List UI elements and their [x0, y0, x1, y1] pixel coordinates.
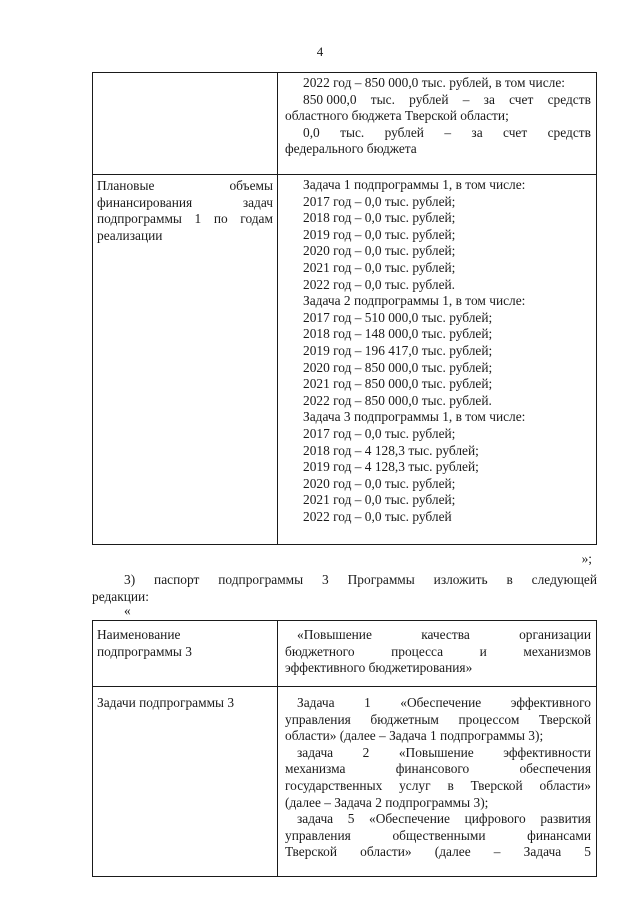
funding-line: 2021 год – 0,0 тыс. рублей; — [303, 259, 456, 275]
funding-line: 2017 год – 0,0 тыс. рублей; — [303, 425, 456, 441]
text-line: (далее – Задача 2 подпрограммы 3); — [285, 794, 489, 810]
funding-line: 2022 год – 0,0 тыс. рублей — [303, 508, 452, 524]
funding-line: 2019 год – 4 128,3 тыс. рублей; — [303, 459, 479, 475]
table-cell — [278, 687, 597, 877]
funding-line: 2020 год – 0,0 тыс. рублей; — [303, 243, 456, 259]
table-cell — [93, 687, 278, 877]
word: Плановые — [97, 178, 155, 193]
word: объемы — [229, 178, 273, 193]
word: области» — [539, 777, 591, 793]
word: – — [462, 91, 470, 107]
table-cell — [93, 175, 278, 545]
word: за — [483, 91, 495, 107]
word: государственных — [285, 777, 383, 793]
funding-line: 2019 год – 0,0 тыс. рублей; — [303, 226, 456, 242]
amendment-paragraph — [92, 571, 597, 605]
text-line: редакции: — [92, 589, 149, 604]
word: 850 000,0 — [303, 91, 357, 107]
word: эффективности — [503, 744, 591, 760]
funding-line: 2017 год – 510 000,0 тыс. рублей; — [303, 309, 493, 325]
funding-line: 2018 год – 4 128,3 тыс. рублей; — [303, 442, 479, 458]
table-cell — [278, 73, 597, 175]
justified-line — [285, 644, 591, 661]
funding-line: 2018 год – 0,0 тыс. рублей; — [303, 210, 456, 226]
table-cell-empty — [93, 73, 278, 175]
funding-line: 2020 год – 850 000,0 тыс. рублей; — [303, 359, 493, 375]
word: 3) — [124, 572, 136, 587]
word: в — [447, 777, 454, 793]
word: 5 — [347, 811, 355, 827]
justified-line — [285, 828, 591, 845]
word: управления — [285, 827, 351, 843]
word: 5 — [584, 844, 591, 860]
word: 0,0 — [303, 124, 320, 140]
table-row — [93, 687, 597, 877]
word: (далее — [434, 844, 471, 860]
word: средств — [547, 124, 591, 140]
word: – — [444, 124, 452, 140]
text-line: Задачи подпрограммы 3 — [97, 695, 235, 710]
word: в — [506, 572, 513, 587]
word: Тверской — [538, 711, 591, 727]
justified-line — [285, 627, 591, 644]
funding-line: Задача 2 подпрограммы 1, в том числе: — [303, 293, 526, 309]
text-line: реализации — [97, 228, 163, 244]
funding-line: 2021 год – 0,0 тыс. рублей; — [303, 492, 456, 508]
text-line: Наименование — [97, 627, 181, 642]
word: тыс. — [370, 91, 395, 107]
word: обеспечения — [519, 761, 591, 777]
passport-table-subprogram-3 — [92, 620, 597, 877]
justified-line — [285, 125, 591, 142]
word: 2 — [362, 744, 370, 760]
word: организации — [519, 627, 591, 642]
word: средств — [547, 91, 591, 107]
justified-line — [97, 195, 273, 212]
funding-line: 2020 год – 0,0 тыс. рублей; — [303, 475, 456, 491]
word: общественными — [392, 827, 486, 843]
word: финансового — [395, 761, 470, 777]
word: 1 — [194, 211, 202, 227]
table-row — [93, 621, 597, 687]
justified-line — [285, 695, 591, 712]
funding-line: 2017 год – 0,0 тыс. рублей; — [303, 193, 456, 209]
word: управления — [285, 711, 351, 727]
word: следующей — [531, 572, 597, 587]
text-line: 2022 год – 850 000,0 тыс. рублей, в том числе: — [303, 75, 565, 90]
word: паспорт — [154, 572, 200, 587]
justified-line — [285, 712, 591, 729]
text-line: эффективного бюджетирования» — [285, 660, 473, 676]
word: Программы — [347, 572, 415, 587]
word: – — [493, 844, 501, 860]
funding-line: Задача 1 подпрограммы 1, в том числе: — [303, 177, 526, 192]
word: 3 — [322, 572, 329, 587]
funding-line: 2022 год – 0,0 тыс. рублей. — [303, 276, 456, 292]
word: рублей — [384, 124, 424, 140]
word: финансами — [527, 827, 591, 843]
justified-line — [97, 211, 273, 228]
word: процессом — [458, 711, 520, 727]
word: механизма — [285, 761, 346, 777]
page-number: 4 — [316, 44, 324, 59]
text-line: подпрограммы 3 — [97, 643, 192, 659]
word: цифрового — [464, 811, 526, 827]
word: подпрограммы — [218, 572, 304, 587]
word: бюджетного — [285, 643, 355, 659]
word: Задача — [297, 695, 335, 710]
passport-table-subprogram-1 — [92, 72, 597, 545]
opening-quote: « — [124, 603, 131, 618]
word: механизмов — [523, 643, 591, 659]
word: Тверской — [285, 844, 338, 860]
closing-quote: »; — [581, 551, 592, 566]
funding-line: 2022 год – 850 000,0 тыс. рублей. — [303, 392, 492, 408]
text-line: областного бюджета Тверской области; — [285, 108, 509, 124]
word: изложить — [433, 572, 488, 587]
word: Задача — [523, 844, 562, 860]
word: Тверской — [470, 777, 523, 793]
word: по — [213, 211, 228, 227]
justified-line — [285, 844, 591, 861]
word: бюджетным — [370, 711, 439, 727]
word: процесса — [391, 643, 444, 659]
text-line: федерального бюджета — [285, 141, 417, 157]
word: рублей — [409, 91, 449, 107]
funding-line: 2019 год – 196 417,0 тыс. рублей; — [303, 342, 493, 358]
word: «Повышение — [398, 744, 474, 760]
word: качества — [421, 627, 470, 642]
word: 1 — [364, 695, 371, 710]
word: задач — [242, 194, 273, 210]
word: эффективного — [510, 695, 591, 710]
justified-line — [285, 745, 591, 762]
justified-line — [285, 778, 591, 795]
word: подпрограммы — [97, 211, 182, 227]
justified-line — [92, 571, 597, 588]
word: и — [479, 643, 487, 659]
word: «Повышение — [297, 627, 372, 642]
justified-line — [97, 178, 273, 195]
table-row — [93, 175, 597, 545]
funding-line: 2021 год – 850 000,0 тыс. рублей; — [303, 376, 493, 392]
funding-line: 2018 год – 148 000,0 тыс. рублей; — [303, 326, 493, 342]
table-cell — [93, 621, 278, 687]
word: счет — [509, 91, 534, 107]
word: годам — [240, 211, 273, 227]
funding-line: Задача 3 подпрограммы 1, в том числе: — [303, 409, 526, 425]
text-line: области» (далее – Задача 1 подпрограммы 3); — [285, 728, 544, 744]
justified-line — [285, 761, 591, 778]
word: «Обеспечение — [400, 695, 482, 710]
word: за — [471, 124, 483, 140]
table-cell — [278, 621, 597, 687]
word: задача — [297, 811, 334, 827]
justified-line — [285, 92, 591, 109]
word: «Обеспечение — [369, 811, 450, 827]
word: счет — [503, 124, 528, 140]
justified-line — [285, 811, 591, 828]
word: развития — [540, 811, 591, 827]
word: задача — [297, 744, 334, 760]
word: тыс. — [340, 124, 365, 140]
word: области» — [360, 844, 412, 860]
word: услуг — [399, 777, 431, 793]
table-cell-funding-by-year — [278, 175, 597, 545]
table-row — [93, 73, 597, 175]
word: финансирования — [97, 194, 193, 210]
